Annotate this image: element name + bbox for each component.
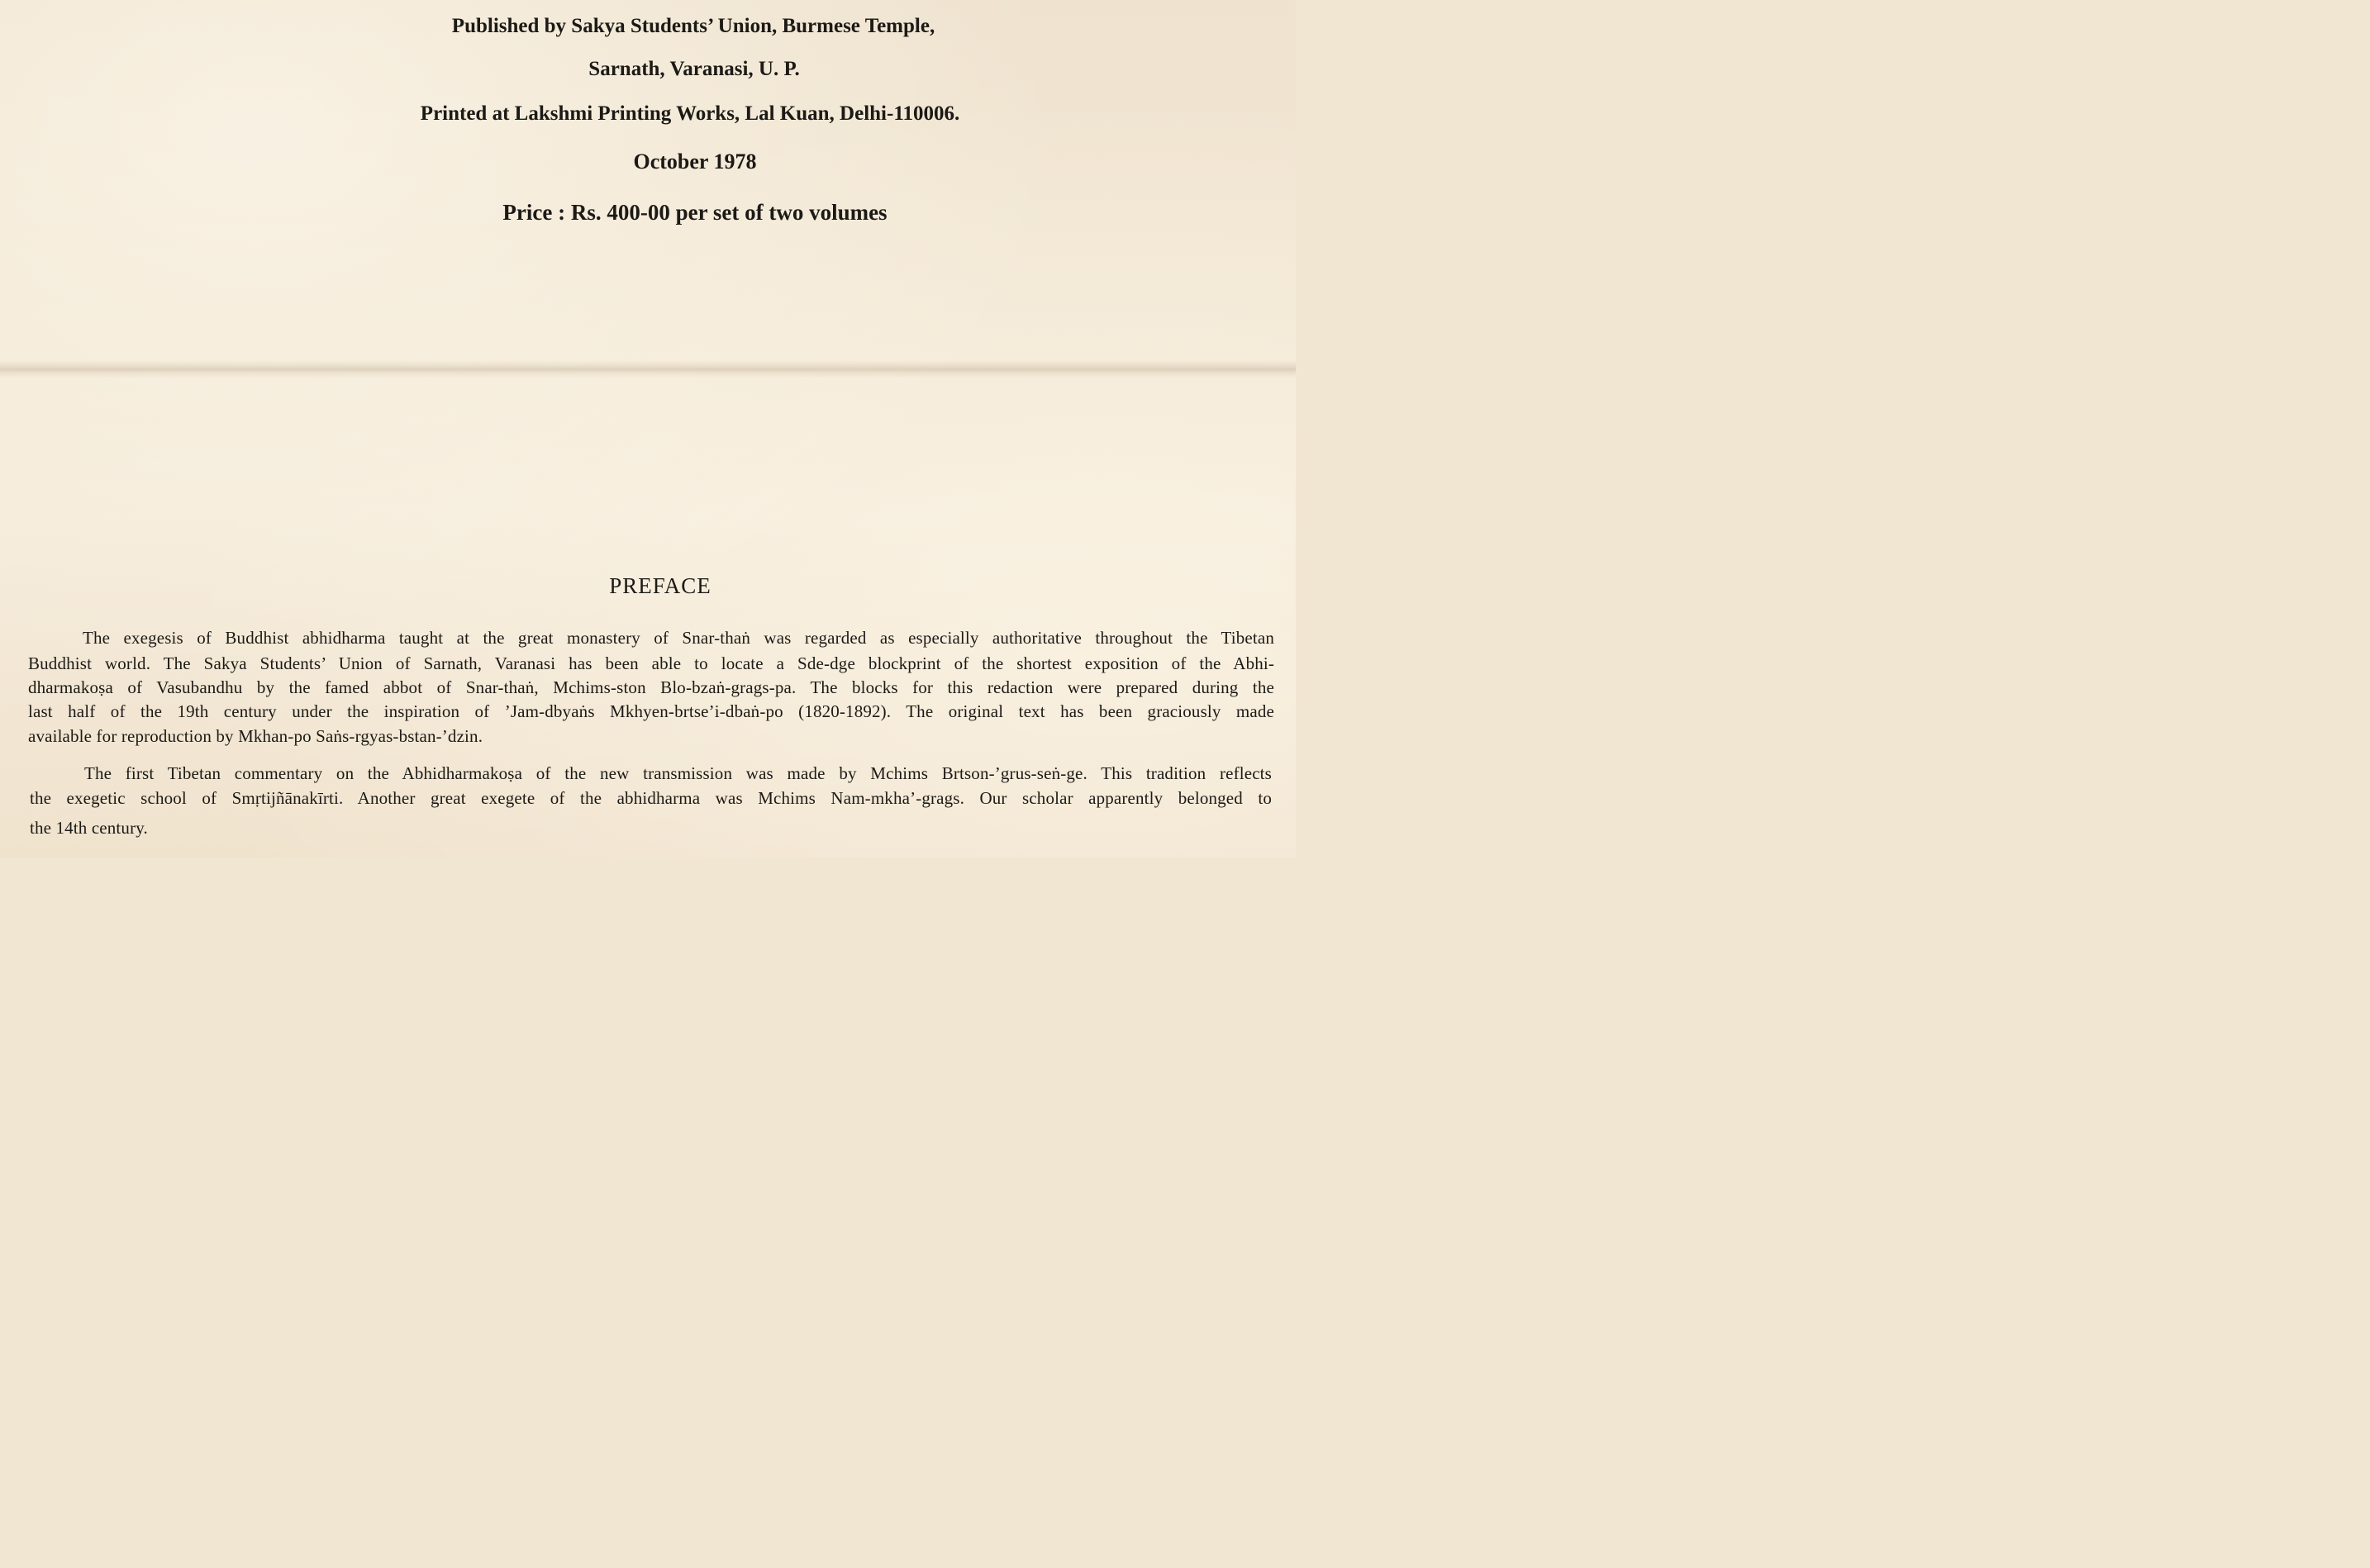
imprint-printer: Printed at Lakshmi Printing Works, Lal Kuan, Delhi-110006.	[420, 102, 960, 125]
preface-heading: PREFACE	[609, 573, 711, 598]
preface-p1-line-1: The exegesis of Buddhist abhidharma taught at the great monastery of Snar-thaṅ was regarded as especially authoritative throughout the Tibetan	[83, 628, 1274, 648]
preface-p1-line-5: available for reproduction by Mkhan-po Saṅs-rgyas-bstan-’dzin.	[28, 726, 483, 746]
imprint-price: Price : Rs. 400-00 per set of two volumes	[502, 200, 888, 225]
imprint-place: Sarnath, Varanasi, U. P.	[588, 58, 800, 80]
preface-p2-line-3: the 14th century.	[30, 818, 148, 838]
book-page	[0, 0, 1296, 858]
page-fold-crease	[0, 360, 1296, 378]
preface-p1-line-4: last half of the 19th century under the inspiration of ’Jam-dbyaṅs Mkhyen-brtse’i-dbaṅ-po (1820-1892). The original text has been graciously made	[28, 701, 1274, 721]
imprint-date: October 1978	[633, 150, 757, 173]
preface-p2-line-1: The first Tibetan commentary on the Abhidharmakoṣa of the new transmission was made by Mchims Brtson-’grus-seṅ-ge. This tradition reflects	[84, 763, 1272, 783]
preface-p2-line-2: the exegetic school of Smṛtijñānakīrti. Another great exegete of the abhidharma was Mchims Nam-mkha’-grags. Our scholar apparently belonged to	[30, 788, 1272, 808]
preface-p1-line-2: Buddhist world. The Sakya Students’ Union of Sarnath, Varanasi has been able to locate a Sde-dge blockprint of the shortest exposition of the Abhi-	[28, 653, 1274, 673]
preface-p1-line-3: dharmakoṣa of Vasubandhu by the famed abbot of Snar-thaṅ, Mchims-ston Blo-bzaṅ-grags-pa. The blocks for this redaction were prepared during the	[28, 677, 1274, 697]
imprint-publisher: Published by Sakya Students’ Union, Burmese Temple,	[451, 15, 935, 37]
